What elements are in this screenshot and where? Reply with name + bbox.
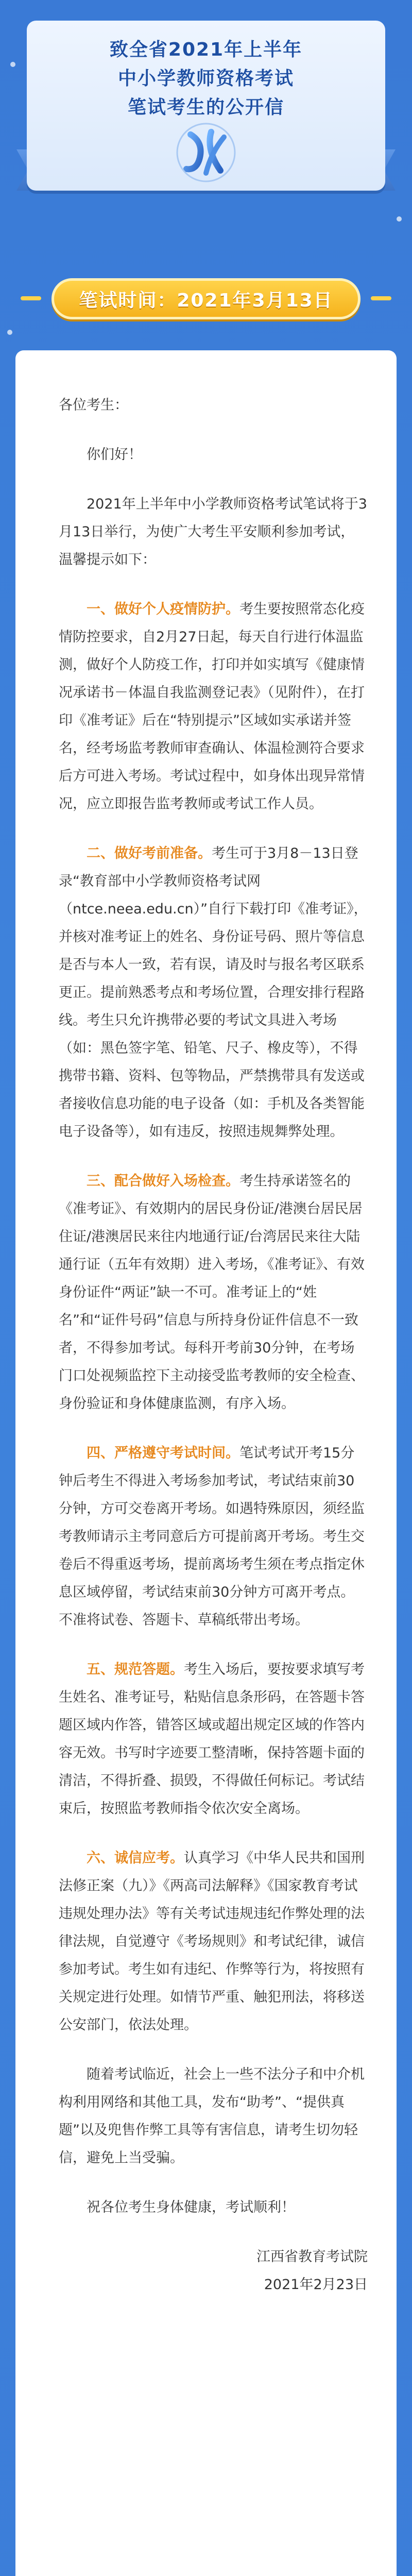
exam-date-text: 笔试时间：2021年3月13日 xyxy=(79,290,333,311)
background-dot xyxy=(397,216,402,222)
warning-paragraph: 随着考试临近，社会上一些不法分子和中介机构利用网络和其他工具，发布“助考”、“提供真题”以及兜售作弊工具等有害信息，请考生切勿轻信，避免上当受骗。 xyxy=(59,2066,365,2166)
section-body: 考生入场后，要按要求填写考生姓名、准考证号，粘贴信息条形码，在答题卡答题区域内作答，错答区域或超出规定区域的作答内容无效。书写时字迹要工整清晰，保持答题卡面的清洁，不得折叠、损毁，不得做任何标记。考试结束后，按照监考教师指令依次安全离场。 xyxy=(59,1662,365,1817)
exam-date-banner xyxy=(52,278,360,319)
section-body: 笔试考试开考15分钟后考生不得进入考场参加考试，考试结束前30分钟，方可交卷离开考场。如遇特殊原因，须经监考教师请示主考同意后方可提前离开考场。考生交卷后不得重返考场，提前离场考生须在考点指定休息区域停留，考试结束前30分钟方可离开考点。不准将试卷、答题卡、草稿纸带出考场。 xyxy=(59,1445,365,1628)
section-heading: 一、做好个人疫情防护。 xyxy=(87,601,239,617)
section-personal-protection xyxy=(59,596,368,818)
section-heading: 二、做好考前准备。 xyxy=(87,845,212,861)
banner-deco-left xyxy=(21,296,41,300)
section-body: 认真学习《中华人民共和国刑法修正案（九）》《两高司法解释》《国家教育考试违规处理办法》等有关考试违规违纪作弊处理的法律法规，自觉遵守《考场规则》和考试纪律，诚信参加考试。考生如有违纪、作弊等行为，将按照有关规定进行处理。如情节严重、触犯刑法，将移送公安部门，依法处理。 xyxy=(59,1850,365,2033)
section-entry-check xyxy=(59,1167,368,1418)
section-preparation xyxy=(59,840,368,1146)
section-body: 考生要按照常态化疫情防控要求，自2月27日起，每天自行进行体温监测，做好个人防疫工作，打印并如实填写《健康情况承诺书－体温自我监测登记表》（见附件），在打印《准考证》后在“特别提示”区域如实承诺并签名，经考场监考教师审查确认、体温检测符合要求后方可进入考场。考试过程中，如身体出现异常情况，应立即报告监考教师或考试工作人员。 xyxy=(59,601,365,812)
letter-content-card xyxy=(15,350,397,2576)
signature-org: 江西省教育考试院 xyxy=(256,2249,368,2265)
intro-paragraph: 2021年上半年中小学教师资格考试笔试将于3月13日举行，为使广大考生平安顺利参加考试，温馨提示如下： xyxy=(59,496,367,568)
section-heading: 六、诚信应考。 xyxy=(87,1850,184,1866)
title-line-2: 中小学教师资格考试 xyxy=(117,68,294,89)
greeting: 你们好！ xyxy=(87,447,142,463)
salutation: 各位考生： xyxy=(59,397,128,413)
section-integrity xyxy=(59,1844,368,2039)
section-exam-time xyxy=(59,1439,368,1634)
title-line-3: 笔试考生的公开信 xyxy=(127,97,284,118)
section-heading: 五、规范答题。 xyxy=(87,1662,184,1677)
background-dot xyxy=(10,62,15,67)
title-line-1: 致全省2021年上半年 xyxy=(109,39,303,60)
background-dot xyxy=(7,330,12,335)
section-heading: 四、严格遵守考试时间。 xyxy=(87,1445,239,1461)
closing-wish: 祝各位考生身体健康，考试顺利！ xyxy=(87,2199,295,2215)
letter-body xyxy=(59,392,368,2299)
section-body: 考生可于3月8－13日登录“教育部中小学教师资格考试网（ntce.neea.edu.cn）”自行下载打印《准考证》，并核对准考证上的姓名、身份证号码、照片等信息是否与本人一致，若有误，请及时与报名考区联系更正。提前熟悉考点和考场位置，合理安排行程路线。考生只允许携带必要的考试文具进入考场（如：黑色签字笔、铅笔、尺子、橡皮等），不得携带书籍、资料、包等物品，严禁携带具有发送或者接收信息功能的电子设备（如：手机及各类智能电子设备等），如有违反，按照违规舞弊处理。 xyxy=(59,845,368,1140)
jx-logo-icon xyxy=(175,122,237,183)
signature-date: 2021年2月23日 xyxy=(264,2277,368,2293)
section-heading: 三、配合做好入场检查。 xyxy=(87,1173,239,1189)
section-answering xyxy=(59,1656,368,1823)
section-body: 考生持承诺签名的《准考证》、有效期内的居民身份证/港澳台居民居住证/港澳居民来往内地通行证/台湾居民来往大陆通行证（五年有效期）进入考场，《准考证》、有效身份证件“两证”缺一不可。准考证上的“姓名”和“证件号码”信息与所持身份证件信息不一致者，不得参加考试。每科开考前30分钟，在考场门口处视频监控下主动接受监考教师的安全检查、身份验证和身体健康监测，有序入场。 xyxy=(59,1173,365,1412)
letter-header xyxy=(27,21,385,206)
banner-deco-right xyxy=(371,296,391,300)
